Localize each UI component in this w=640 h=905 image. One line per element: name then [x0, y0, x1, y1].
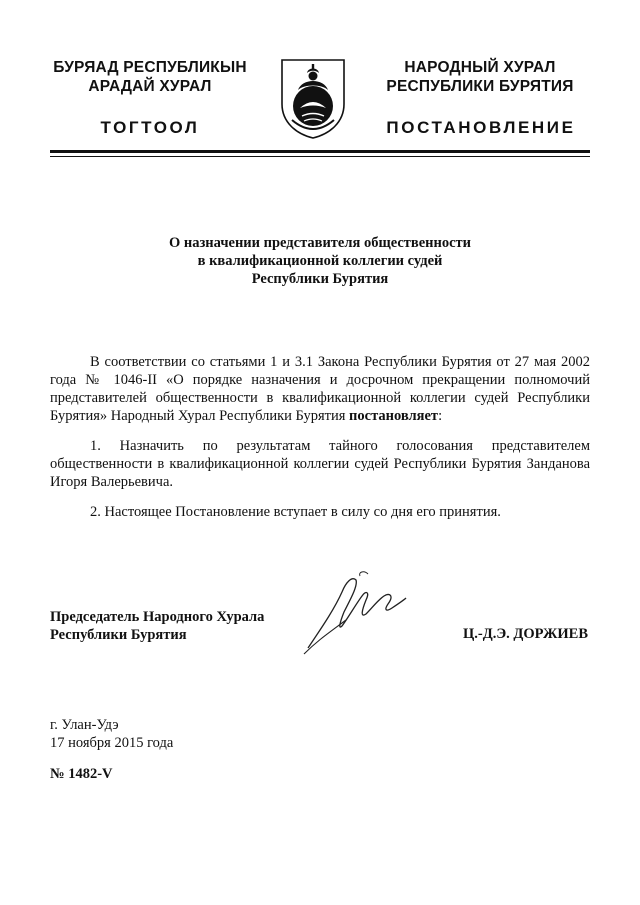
preamble-paragraph: [50, 353, 590, 425]
buryatia-coat-of-arms-icon: [278, 56, 348, 140]
header-left-line-2: АРАДАЙ ХУРАЛ: [88, 78, 212, 95]
header-rule-thin: [50, 156, 590, 157]
signer-title-line-2: Республики Бурятия: [50, 627, 187, 643]
header-right-line-2: РЕСПУБЛИКИ БУРЯТИЯ: [386, 78, 574, 95]
handwritten-signature: [300, 570, 410, 655]
document-kind-buryat: ТОГТООЛ: [100, 118, 200, 137]
document-kind-russian: ПОСТАНОВЛЕНИЕ: [386, 118, 576, 137]
header-left-line-1: БУРЯАД РЕСПУБЛИКЫН: [53, 59, 247, 76]
header-left-buryat: [50, 58, 250, 96]
signer-name: Ц.-Д.Э. ДОРЖИЕВ: [463, 626, 588, 642]
city: г. Улан-Удэ: [50, 717, 119, 733]
item-1-paragraph: 1. Назначить по результатам тайного голосования представителем общественности в квалификационной коллегии судей Республики Бурятия Занданова Игоря Валерьевича.: [50, 438, 590, 490]
preamble-text: В соответствии со статьями 1 и 3.1 Закона Республики Бурятия от 27 мая 2002 года № 1046-II «О порядке назначения и досрочном прекращении полномочий представителей общественности в квалификационной коллегии судей Республики Бурятия» Народный Хурал Республики Бурятия: [50, 354, 590, 424]
signer-title-line-1: Председатель Народного Хурала: [50, 609, 265, 625]
signer-title: [50, 608, 310, 644]
title-line-1: О назначении представителя общественности: [168, 235, 472, 251]
header-rule-thick: [50, 150, 590, 153]
date: 17 ноября 2015 года: [50, 735, 174, 751]
document-body: [50, 353, 590, 521]
header-right-russian: [380, 58, 580, 96]
document-title: [120, 234, 520, 288]
preamble-decree-word: постановляет: [349, 408, 439, 424]
place-and-date: [50, 716, 300, 752]
header-right-line-1: НАРОДНЫЙ ХУРАЛ: [404, 59, 556, 76]
document-number: № 1482-V: [50, 766, 113, 782]
preamble-end: :: [438, 408, 443, 424]
item-2-paragraph: 2. Настоящее Постановление вступает в силу со дня его принятия.: [90, 504, 501, 520]
title-line-3: Республики Бурятия: [251, 271, 389, 287]
title-line-2: в квалификационной коллегии судей: [197, 253, 443, 269]
